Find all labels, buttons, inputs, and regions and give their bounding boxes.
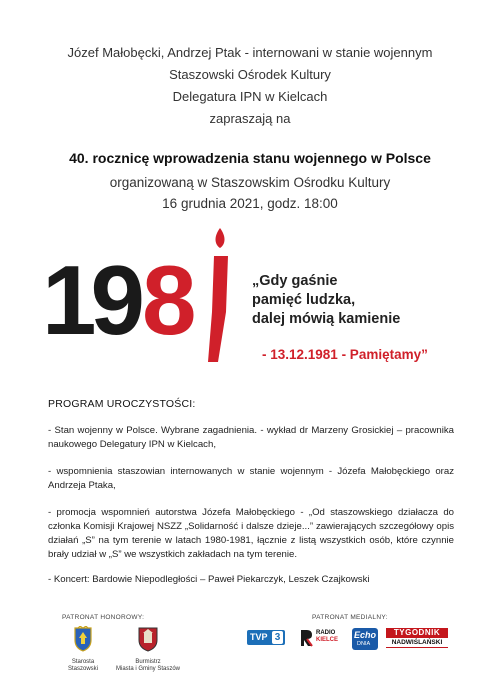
tygodnik-logo-top: TYGODNIK: [386, 628, 448, 638]
echo-dnia-logo-text: Echo: [354, 630, 377, 640]
logo-digit-red: 8: [142, 245, 197, 355]
candle-stroke-icon: [208, 256, 228, 362]
logo-1981-graphic: [42, 222, 252, 382]
tygodnik-nadwislanski-logo: [386, 628, 448, 648]
tygodnik-logo-bottom: NADWIŚLAŃSKI: [386, 638, 448, 648]
intro-block: [0, 42, 500, 130]
radio-kielce-text: [316, 630, 338, 644]
candle-flame-icon: [216, 228, 225, 248]
intro-line-delegation: Delegatura IPN w Kielcach: [172, 89, 328, 104]
logo-digits-black: 19: [42, 245, 140, 355]
echo-dnia-logo-sub: DNIA: [357, 641, 371, 647]
event-venue: organizowaną w Staszowskim Ośrodku Kultury: [109, 175, 391, 190]
program-heading: PROGRAM UROCZYSTOŚCI:: [48, 398, 196, 410]
patron-burmistrz-caption-line1: Burmistrz: [135, 659, 161, 665]
quote-line-3: dalej mówią kamienie: [252, 311, 401, 327]
radio-kielce-line1: RADIO: [316, 630, 336, 636]
logo-date-remember: - 13.12.1981 - Pamiętamy”: [262, 347, 428, 362]
quote-line-2: pamięć ludzka,: [252, 292, 356, 308]
patron-starosta: [58, 626, 108, 673]
program-item: - Stan wojenny w Polsce. Wybrane zagadnienia. - wykład dr Marzeny Grosickiej – pracownika naukowego Delegatury IPN w Kielcach,: [48, 425, 454, 450]
program-item: - promocja wspomnień autorstwa Józefa Małobęckiego - „Od staszowskiego działacza do członka Komisji Krajowej NSZZ „Solidarność i dalsze dzieje...” zawierających szczegółowy opis działań „S” na tym terenie w latach 1980-1981, łącznie z listą wszystkich osób, które czynnie brały udział w „S” we wszystkich zakładach na tym terenie.: [48, 507, 454, 560]
coat-of-arms-staszow-town-icon: [112, 626, 184, 652]
intro-line-institution: Staszowski Ośrodek Kultury: [169, 67, 331, 82]
event-datetime: 16 grudnia 2021, godz. 18:00: [162, 196, 338, 211]
program-item: - wspomnienia staszowian internowanych w stanie wojennym - Józefa Małobęckiego oraz Andrzeja Ptaka,: [48, 466, 454, 491]
patron-burmistrz-caption-line2: Miasta i Gminy Staszów: [115, 666, 181, 672]
logo-1981: [42, 222, 252, 382]
tvp3-logo-number: 3: [272, 631, 283, 644]
tvp3-logo: [247, 630, 285, 645]
event-title: 40. rocznicę wprowadzenia stanu wojennego w Polsce: [69, 150, 431, 166]
logo-quote: [252, 272, 400, 329]
patron-burmistrz-caption: [112, 659, 184, 673]
tvp3-logo-text: TVP: [250, 632, 268, 642]
program-item: - Koncert: Bardowie Niepodległości – Paweł Piekarczyk, Leszek Czajkowski: [48, 574, 370, 585]
radio-kielce-logo: [300, 628, 342, 648]
patron-burmistrz: [112, 626, 184, 673]
coat-of-arms-staszow-county-icon: [58, 626, 108, 652]
echo-dnia-logo: [352, 628, 378, 650]
intro-line-invite: zapraszają na: [209, 111, 291, 126]
media-patronage-label: PATRONAT MEDIALNY:: [312, 614, 388, 621]
radio-kielce-mark-icon: [300, 629, 314, 647]
honorary-patronage-label: PATRONAT HONOROWY:: [62, 614, 145, 621]
intro-line-organizers: Józef Małobęcki, Andrzej Ptak - internowani w stanie wojennym: [67, 45, 433, 60]
patron-starosta-caption: Starosta Staszowski: [67, 659, 98, 672]
radio-kielce-line2: KIELCE: [316, 637, 339, 643]
quote-line-1: „Gdy gaśnie: [252, 273, 338, 289]
